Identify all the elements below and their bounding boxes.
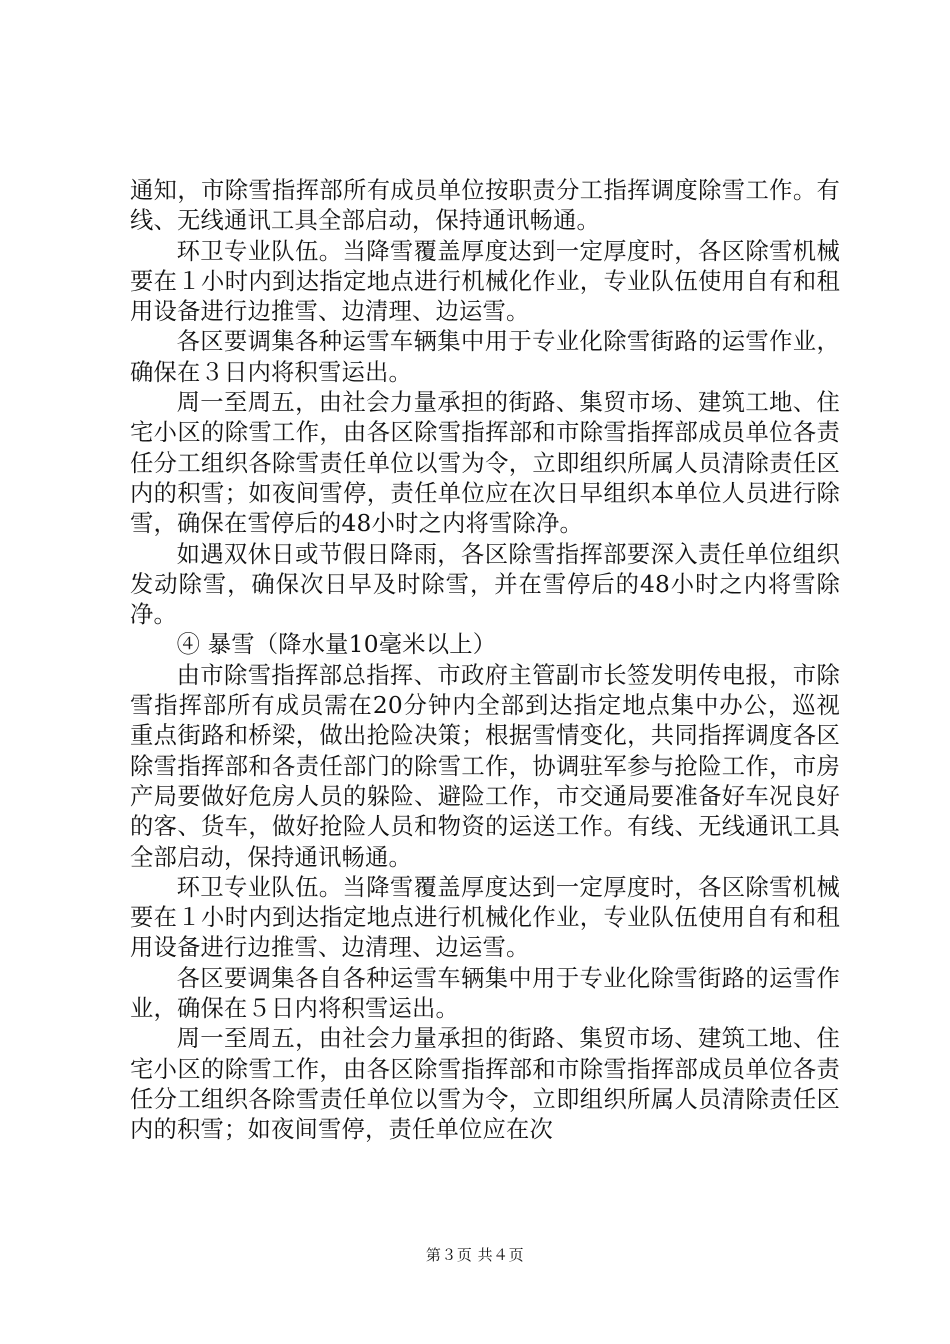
paragraph: 环卫专业队伍。当降雪覆盖厚度达到一定厚度时，各区除雪机械要在１小时内到达指定地点进行机械化作业，专业队伍使用自有和租用设备进行边推雪、边清理、边运雪。 [130,873,840,962]
paragraph: 周一至周五，由社会力量承担的街路、集贸市场、建筑工地、住宅小区的除雪工作，由各区除雪指挥部和市除雪指挥部成员单位各责任分工组织各除雪责任单位以雪为令，立即组织所属人员清除责任区内的积雪；如夜间雪停，责任单位应在次日早组织本单位人员进行除雪，确保在雪停后的48小时之内将雪除净。 [130,389,840,538]
document-body [130,176,840,1146]
page-footer: 第３页 共４页 [425,1246,525,1264]
paragraph: 由市除雪指挥部总指挥、市政府主管副市长签发明传电报，市除雪指挥部所有成员需在20分钟内全部到达指定地点集中办公，巡视重点街路和桥梁，做出抢险决策；根据雪情变化，共同指挥调度各区除雪指挥部和各责任部门的除雪工作，协调驻军参与抢险工作，市房产局要做好危房人员的躲险、避险工作，市交通局要准备好车况良好的客、货车，做好抢险人员和物资的运送工作。有线、无线通讯工具全部启动，保持通讯畅通。 [130,661,840,871]
paragraph: 各区要调集各种运雪车辆集中用于专业化除雪街路的运雪作业，确保在３日内将积雪运出。 [130,328,840,386]
paragraph: 如遇双休日或节假日降雨，各区除雪指挥部要深入责任单位组织发动除雪，确保次日早及时除雪，并在雪停后的48小时之内将雪除净。 [130,540,840,629]
paragraph: 各区要调集各自各种运雪车辆集中用于专业化除雪街路的运雪作业，确保在５日内将积雪运出。 [130,964,840,1023]
paragraph: 通知，市除雪指挥部所有成员单位按职责分工指挥调度除雪工作。有线、无线通讯工具全部启动，保持通讯畅通。 [130,177,840,235]
paragraph: 周一至周五，由社会力量承担的街路、集贸市场、建筑工地、住宅小区的除雪工作，由各区除雪指挥部和市除雪指挥部成员单位各责任分工组织各除雪责任单位以雪为令，立即组织所属人员清除责任区内的积雪；如夜间雪停，责任单位应在次 [130,1025,840,1144]
section-heading: ④ 暴雪（降水量10毫米以上） [176,631,497,659]
paragraph: 环卫专业队伍。当降雪覆盖厚度达到一定厚度时，各区除雪机械要在１小时内到达指定地点进行机械化作业，专业队伍使用自有和租用设备进行边推雪、边清理、边运雪。 [130,237,840,326]
